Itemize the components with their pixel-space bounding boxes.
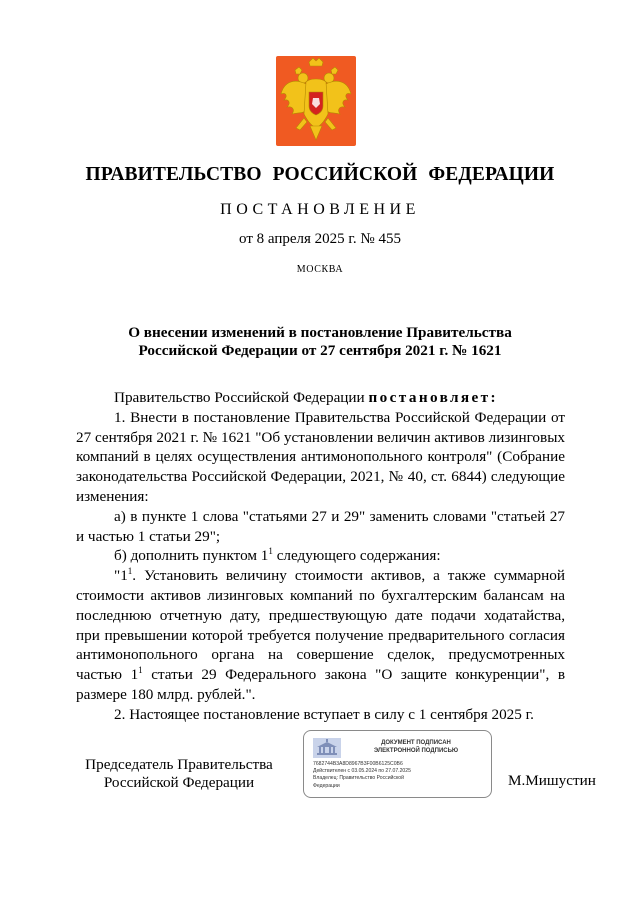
document-subject	[100, 324, 540, 360]
paragraph-2: 2. Настоящее постановление вступает в силу с 1 сентября 2025 г.	[114, 705, 534, 723]
position-line-2: Российской Федерации	[103, 774, 255, 791]
document-type: ПОСТАНОВЛЕНИЕ	[220, 201, 420, 218]
intro-lead: Правительство Российской Федерации	[114, 389, 369, 406]
document-city: МОСКВА	[296, 264, 344, 275]
clause-text-c: статьи 29 Федерального закона "О защите конкуренции", в размере 180 млрд. рублей.".	[76, 666, 565, 703]
government-title: ПРАВИТЕЛЬСТВО РОССИЙСКОЙ ФЕДЕРАЦИИ	[85, 164, 555, 185]
government-building-icon	[313, 738, 341, 758]
document-date-number: от 8 апреля 2025 г. № 455	[239, 231, 401, 247]
subject-line-2: Российской Федерации от 27 сентября 2021 г. № 1621	[138, 342, 502, 359]
clause-text-a: "1	[114, 567, 128, 585]
paragraph-1a: а) в пункте 1 слова "статьями 27 и 29" заменить словами "статьей 27 и частью 1 статьи 29";	[76, 507, 565, 545]
clause-text-b: . Установить величину стоимости активов, а также суммарной стоимости активов лизинговых компаний по бухгалтерским балансам на последнюю отчетную дату, предшествующую дате подачи ходатайства, при превышении которой требуется получение предварительного согласия антимонопольного органа на совершение сделок, предусмотренных частью 1	[76, 567, 565, 684]
subject-line-1: О внесении изменений в постановление Правительства	[128, 324, 512, 341]
stamp-validity: Действителен с 03.05.2024 по 27.07.2025	[313, 768, 411, 775]
p1b-text-a: б) дополнить пунктом 1	[114, 547, 269, 565]
stamp-title-line-2: ЭЛЕКТРОННОЙ ПОДПИСЬЮ	[373, 747, 459, 754]
electronic-signature-stamp	[303, 730, 492, 798]
signatory-position	[74, 756, 284, 792]
p1b-superscript: 1	[268, 546, 273, 557]
intro-verb: постановляет:	[368, 389, 498, 406]
stamp-title	[344, 740, 488, 755]
document-body	[76, 388, 565, 725]
stamp-certificate: 7682744B3A8D8967B3F00B6125C0B6	[313, 761, 403, 767]
new-clause-paragraph	[76, 566, 565, 705]
stamp-owner-line-1: Владелец: Правительство Российской	[313, 775, 404, 782]
paragraph-1b	[76, 546, 565, 566]
stamp-title-line-1: ДОКУМЕНТ ПОДПИСАН	[381, 740, 451, 746]
coat-of-arms-emblem	[276, 56, 356, 146]
clause-superscript-2: 1	[138, 665, 143, 676]
position-line-1: Председатель Правительства	[85, 756, 273, 773]
intro-paragraph	[76, 388, 565, 408]
stamp-details	[313, 761, 491, 790]
paragraph-1: 1. Внести в постановление Правительства Российской Федерации от 27 сентября 2021 г. № 1621 "Об установлении величин активов лизинговых компаний в целях осуществления антимонопольного контроля" (Собрание законодательства Российской Федерации, 2021, № 40, ст. 6844) следующие изменения:	[76, 408, 565, 505]
p1b-text-b: следующего содержания:	[272, 547, 441, 565]
stamp-owner-line-2: Федерации	[313, 782, 340, 789]
clause-superscript: 1	[127, 566, 133, 577]
signatory-name: М.Мишустин	[508, 772, 596, 789]
